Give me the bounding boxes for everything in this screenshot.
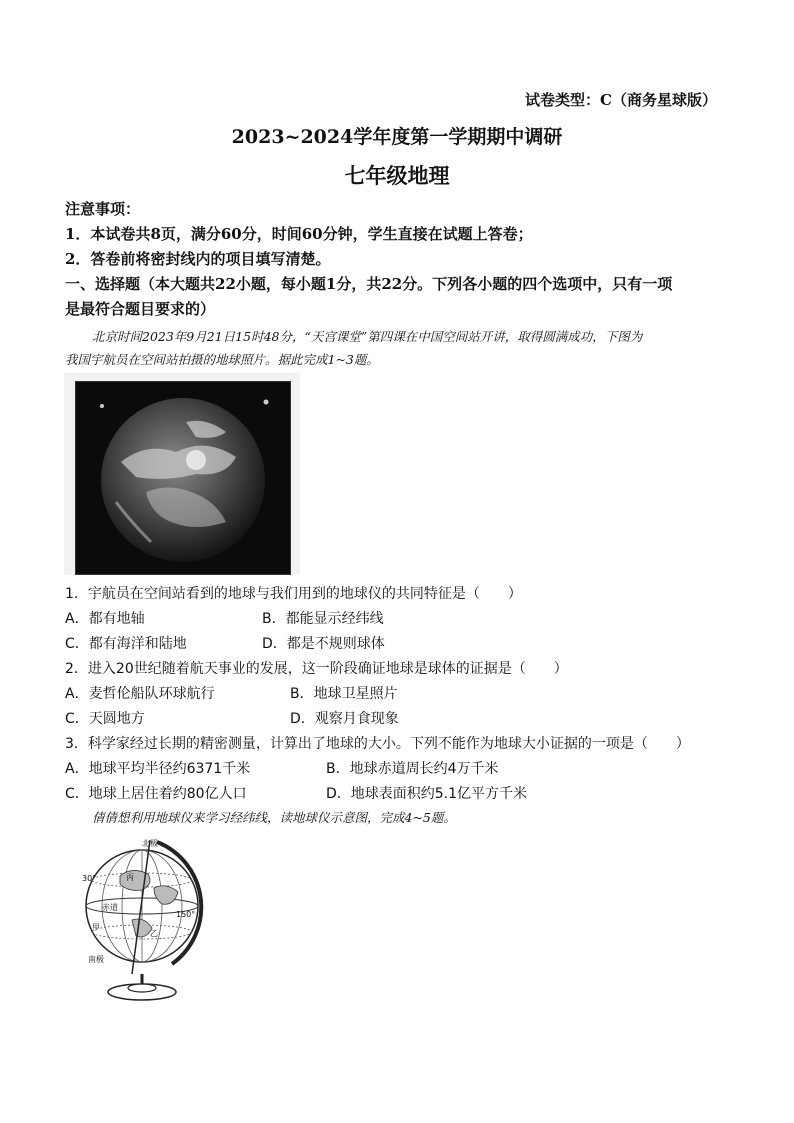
question-2-option-b[interactable]: B．地球卫星照片 bbox=[290, 686, 398, 702]
globe-diagram bbox=[62, 836, 222, 1008]
intro-text-2: 倩倩想利用地球仪来学习经纬线，读地球仪示意图，完成4~5题。 bbox=[92, 810, 456, 825]
question-1-stem: 1．宇航员在空间站看到的地球与我们用到的地球仪的共同特征是（ ） bbox=[65, 586, 522, 602]
question-3-option-d[interactable]: D．地球表面积约5.1亿平方千米 bbox=[326, 786, 528, 802]
question-2-option-c[interactable]: C．天圆地方 bbox=[65, 711, 145, 727]
question-1-option-a[interactable]: A．都有地轴 bbox=[65, 611, 145, 627]
intro-text-line2: 我国宇航员在空间站拍摄的地球照片。据此完成1~3题。 bbox=[65, 352, 379, 367]
globe-lat30-label: 30° bbox=[82, 874, 97, 883]
globe-lon150-label: 150° bbox=[176, 910, 196, 919]
question-1-option-c[interactable]: C．都有海洋和陆地 bbox=[65, 636, 187, 652]
section-heading-line2: 是最符合题目要求的） bbox=[65, 300, 216, 318]
question-1-option-d[interactable]: D．都是不规则球体 bbox=[262, 636, 385, 652]
globe-point-b-label: 乙 bbox=[150, 929, 158, 938]
page-title: 2023~2024学年度第一学期期中调研 bbox=[231, 126, 563, 148]
globe-point-c-label: 丙 bbox=[126, 873, 134, 882]
earth-photo-frame bbox=[64, 373, 300, 575]
question-3-stem: 3．科学家经过长期的精密测量，计算出了地球的大小。下列不能作为地球大小证据的一项是（ ） bbox=[65, 736, 690, 752]
question-3-option-b[interactable]: B．地球赤道周长约4万千米 bbox=[326, 761, 499, 777]
section-heading-line1: 一、选择题（本大题共22小题，每小题1分，共22分。下列各小题的四个选项中，只有一项 bbox=[65, 275, 673, 293]
question-3-option-a[interactable]: A．地球平均半径约6371千米 bbox=[65, 761, 251, 777]
earth-photo bbox=[75, 381, 291, 575]
globe-equator-label: 赤道 bbox=[102, 903, 118, 912]
paper-type: 试卷类型：C（商务星球版） bbox=[525, 91, 717, 109]
globe-point-a-label: 甲 bbox=[92, 923, 100, 932]
earth-illustration bbox=[76, 382, 290, 574]
question-2-stem: 2．进入20世纪随着航天事业的发展，这一阶段确证地球是球体的证据是（ ） bbox=[65, 661, 568, 677]
note-item: 1．本试卷共8页，满分60分，时间60分钟，学生直接在试题上答卷； bbox=[65, 225, 533, 243]
question-3-option-c[interactable]: C．地球上居住着约80亿人口 bbox=[65, 786, 247, 802]
globe-north-pole-label: 北极 bbox=[142, 839, 158, 848]
globe-illustration bbox=[62, 836, 222, 1008]
question-1-option-b[interactable]: B．都能显示经纬线 bbox=[262, 611, 384, 627]
note-item: 2．答卷前将密封线内的项目填写清楚。 bbox=[65, 250, 331, 268]
page-subtitle: 七年级地理 bbox=[344, 163, 450, 188]
globe-south-pole-label: 南极 bbox=[88, 955, 104, 964]
question-2-option-a[interactable]: A．麦哲伦船队环球航行 bbox=[65, 686, 215, 702]
intro-text-line1: 北京时间2023年9月21日15时48分，“天宫课堂”第四课在中国空间站开讲，取得圆满成功，下图为 bbox=[92, 329, 643, 344]
question-2-option-d[interactable]: D．观察月食现象 bbox=[290, 711, 399, 727]
notes-heading: 注意事项： bbox=[65, 200, 141, 218]
